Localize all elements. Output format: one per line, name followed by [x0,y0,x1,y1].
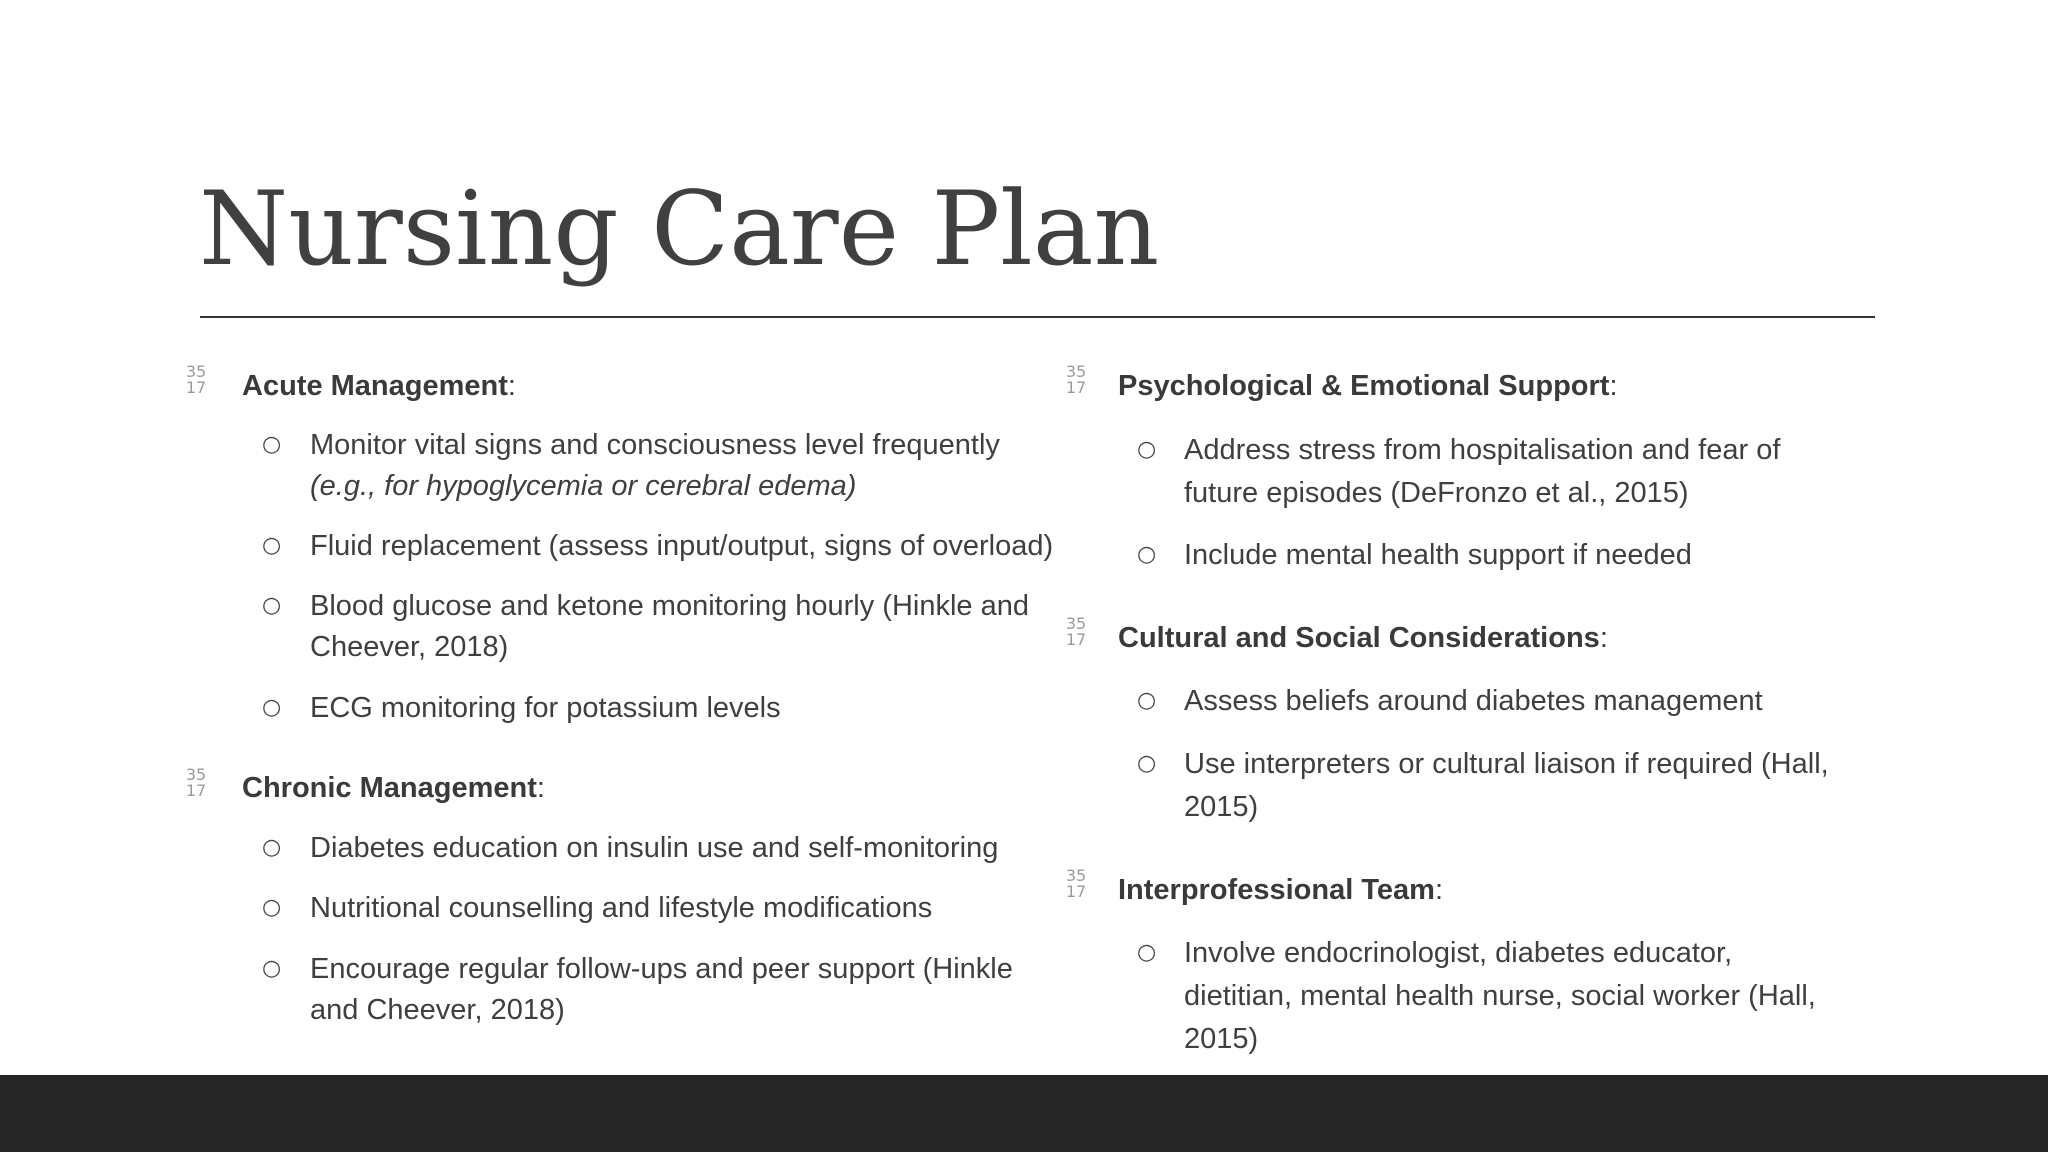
bullet-text [310,688,1110,729]
bullet-line: and Cheever, 2018) [310,994,565,1026]
section-heading [1118,367,1618,405]
marker-top: 35 [1065,614,1087,633]
bullet-text [310,526,1110,567]
heading-colon: : [1609,370,1618,402]
marker-top: 35 [185,765,207,784]
bullet-line: 2015) [1184,791,1259,823]
bullet-line: Assess beliefs around diabetes management [1184,685,1763,717]
heading-colon: : [536,772,545,804]
bullet-text [1184,932,1984,1061]
marker-bottom: 17 [1065,882,1087,901]
bullet-line: Encourage regular follow-ups and peer support (Hinkle [310,953,1013,985]
heading-text: Acute Management [242,370,508,402]
bullet-line: Diabetes education on insulin use and self-monitoring [310,832,999,864]
hollow-circle-bullet-icon: ○ [262,956,282,981]
section-marker [1061,616,1091,648]
slide-title: Nursing Care Plan [199,170,1160,289]
bullet-line: Blood glucose and ketone monitoring hourly (Hinkle and [310,590,1029,622]
bullet-line: Use interpreters or cultural liaison if required (Hall, [1184,748,1829,780]
heading-text: Psychological & Emotional Support [1118,370,1610,402]
hollow-circle-bullet-icon: ○ [1137,751,1157,776]
hollow-circle-bullet-icon: ○ [262,895,282,920]
hollow-circle-bullet-icon: ○ [262,533,282,558]
bullet-text [1184,743,1984,829]
hollow-circle-bullet-icon: ○ [262,593,282,618]
bullet-line-italic: (e.g., for hypoglycemia or cerebral edema) [310,470,857,502]
bullet-line: Cheever, 2018) [310,631,509,663]
bullet-line: Address stress from hospitalisation and fear of [1184,434,1781,466]
marker-bottom: 17 [185,781,207,800]
bullet-text [1184,534,1984,577]
heading-text: Chronic Management [242,772,537,804]
bullet-text [1184,429,1984,515]
hollow-circle-bullet-icon: ○ [1137,437,1157,462]
heading-text: Cultural and Social Considerations [1118,622,1600,654]
marker-bottom: 17 [185,378,207,397]
bullet-line: dietitian, mental health nurse, social worker (Hall, [1184,980,1816,1012]
hollow-circle-bullet-icon: ○ [262,695,282,720]
bullet-text [310,425,1110,507]
title-divider [200,316,1875,318]
section-heading [1118,871,1443,909]
bullet-text [1184,680,1984,723]
section-heading [242,367,516,405]
heading-text: Interprofessional Team [1118,874,1435,906]
marker-top: 35 [1065,866,1087,885]
hollow-circle-bullet-icon: ○ [262,432,282,457]
bullet-text [310,949,1110,1031]
hollow-circle-bullet-icon: ○ [262,835,282,860]
section-heading [242,769,545,807]
bullet-line: Involve endocrinologist, diabetes educator, [1184,937,1733,969]
hollow-circle-bullet-icon: ○ [1137,688,1157,713]
bullet-text [310,586,1110,668]
bullet-line: ECG monitoring for potassium levels [310,692,781,724]
bullet-line: Include mental health support if needed [1184,539,1692,571]
bullet-text [310,888,1110,929]
heading-colon: : [1434,874,1443,906]
bullet-line: future episodes (DeFronzo et al., 2015) [1184,477,1689,509]
section-marker [1061,364,1091,396]
heading-colon: : [507,370,516,402]
marker-bottom: 17 [1065,378,1087,397]
heading-colon: : [1599,622,1608,654]
bullet-line: Monitor vital signs and consciousness level frequently [310,429,1000,461]
bullet-line: 2015) [1184,1023,1259,1055]
section-marker [1061,868,1091,900]
hollow-circle-bullet-icon: ○ [1137,542,1157,567]
marker-top: 35 [185,362,207,381]
hollow-circle-bullet-icon: ○ [1137,940,1157,965]
section-heading [1118,619,1608,657]
bullet-text [310,828,1110,869]
footer-bar [0,1075,2048,1152]
section-marker [181,364,211,396]
section-marker [181,767,211,799]
marker-bottom: 17 [1065,630,1087,649]
bullet-line: Nutritional counselling and lifestyle modifications [310,892,933,924]
marker-top: 35 [1065,362,1087,381]
bullet-line: Fluid replacement (assess input/output, signs of overload) [310,530,1054,562]
